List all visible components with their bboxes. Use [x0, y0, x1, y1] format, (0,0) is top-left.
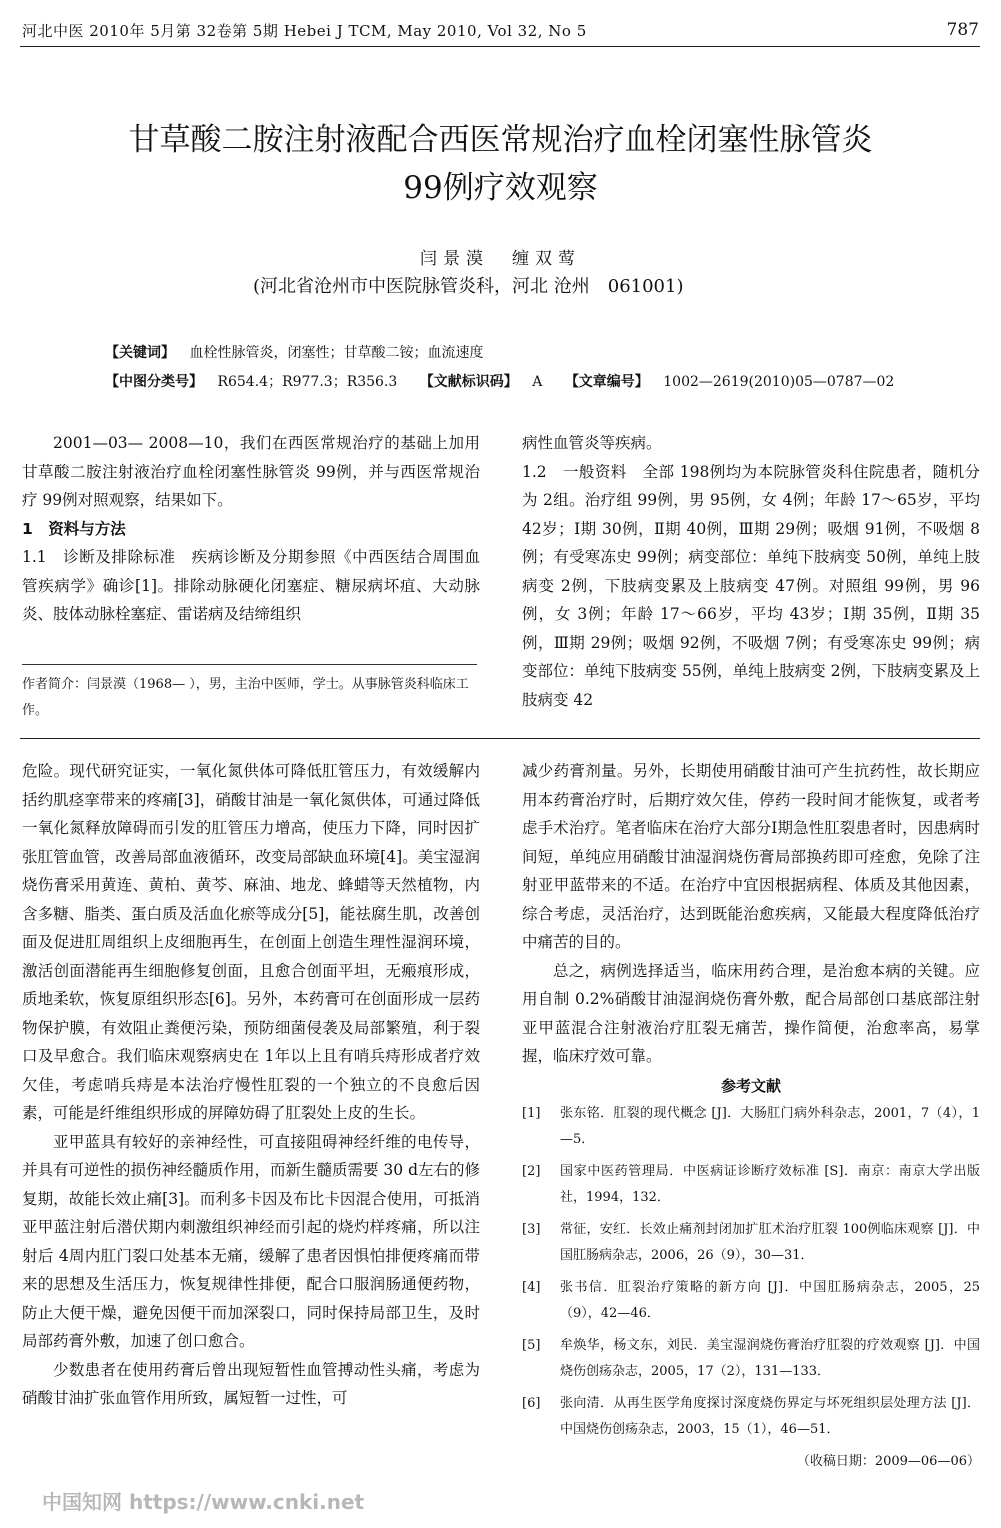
reference-item: [522, 1159, 980, 1211]
lower-left-column: [22, 757, 480, 1413]
reference-number: [4]: [522, 1279, 541, 1295]
discussion-paragraph-3: 少数患者在使用药膏后曾出现短暂性血管搏动性头痛，考虑为硝酸甘油扩张血管作用所致，属短暂一过性，可: [22, 1360, 480, 1407]
conclusion-paragraph: 总之，病例选择适当，临床用药合理，是治愈本病的关键。应用自制 0.2%硝酸甘油湿润烧伤膏外敷，配合局部创口基底部注射亚甲蓝混合注射液治疗肛裂无痛苦，操作简便，治愈率高，易掌握，临床疗效可靠。: [522, 961, 980, 1065]
reference-number: [2]: [522, 1163, 541, 1179]
affiliation: (河北省沧州市中医院脉管炎科，河北 沧州 061001): [253, 276, 684, 297]
article-no-label: 【文章编号】: [564, 374, 649, 390]
author-footnote: 作者简介：闫景漠（1968— ），男，主治中医师，学士。从事脉管炎科临床工作。: [22, 677, 469, 718]
doc-code-value: A: [532, 374, 543, 390]
received-date: （收稿日期：2009—06—06）: [796, 1453, 980, 1469]
section-heading-methods: 1 资料与方法: [22, 519, 126, 538]
diagnosis-paragraph: 1.1 诊断及排除标准 疾病诊断及分期参照《中西医结合周围血管疾病学》确诊[1]。排除动脉硬化闭塞症、糖尿病坏疽、大动脉炎、肢体动脉栓塞症、雷诺病及结缔组织: [22, 548, 480, 623]
keywords-text: 血栓性脉管炎，闭塞性；甘草酸二铵；血流速度: [189, 345, 484, 361]
clc-value: R654.4；R977.3；R356.3: [217, 374, 398, 390]
keywords: [105, 342, 483, 362]
clc-label: 【中图分类号】: [105, 374, 203, 390]
reference-item: [522, 1333, 980, 1385]
doc-code-label: 【文献标识码】: [419, 374, 518, 390]
upper-left-column: [22, 429, 480, 629]
classification: [105, 371, 894, 391]
page-split-rule: [20, 738, 980, 739]
lower-right-column: [522, 757, 980, 1475]
reference-text: 常征，安红．长效止痛剂封闭加扩肛术治疗肛裂 100例临床观察 [J]．中国肛肠病杂志，2006，26（9），30—31．: [560, 1221, 980, 1263]
reference-number: [5]: [522, 1337, 541, 1353]
reference-text: 国家中医药管理局．中医病证诊断疗效标准 [S]．南京：南京大学出版社，1994，132．: [560, 1163, 980, 1205]
running-header: 河北中医 2010年 5月第 32卷第 5期 Hebei J TCM, May 2010, Vol 32, No 5: [22, 22, 587, 40]
continued-paragraph: 病性血管炎等疾病。: [522, 434, 662, 452]
reference-text: 张向清．从再生医学角度探讨深度烧伤界定与坏死组织层处理方法 [J]．中国烧伤创疡杂志，2003，15（1），46—51．: [560, 1395, 980, 1437]
article-no-value: 1002—2619(2010)05—0787—02: [663, 374, 895, 390]
title-line-2: 99例疗效观察: [403, 170, 598, 206]
reference-item: [522, 1391, 980, 1443]
title-line-1: 甘草酸二胺注射液配合西医常规治疗血栓闭塞性脉管炎: [128, 122, 873, 158]
reference-number: [3]: [522, 1221, 541, 1237]
general-data-paragraph: 1.2 一般资料 全部 198例均为本院脉管炎科住院患者，随机分为 2组。治疗组 99例，男 95例，女 4例；年龄 17～65岁，平均 42岁；Ⅰ期 30例，Ⅱ期 40例，Ⅲ期 29例；吸烟 91例，不吸烟 8例；有受寒冻史 99例；病变部位：单纯下肢病变 50例，单纯上肢病变 2例，下肢病变累及上肢病变 47例。对照组 99例，男 96例，女 3例；年龄 17～66岁，平均 43岁；Ⅰ期 35例，Ⅱ期 35例，Ⅲ期 29例；吸烟 92例，不吸烟 7例；有受寒冻史 99例；病变部位：单纯下肢病变 55例，单纯上肢病变 2例，下肢病变累及上肢病变 42: [522, 462, 980, 709]
discussion-paragraph-2: 亚甲蓝具有较好的亲神经性，可直接阻碍神经纤维的电传导，并具有可逆性的损伤神经髓质作用，而新生髓质需要 30 d左右的修复期，故能长效止痛[3]。而利多卡因及布比卡因混合使用，可抵消亚甲蓝注射后潜伏期内刺激组织神经而引起的烧灼样疼痛，所以注射后 4周内肛门裂口处基本无痛，缓解了患者因惧怕排便疼痛而带来的思想及生活压力，恢复规律性排便，配合口服润肠通便药物，防止大便干燥，避免因便干而加深裂口，同时保持局部卫生，及时局部药膏外敷，加速了创口愈合。: [22, 1132, 481, 1350]
reference-item: [522, 1275, 980, 1327]
keywords-label: 【关键词】: [105, 345, 175, 361]
header-rule: [20, 46, 980, 47]
reference-number: [6]: [522, 1395, 541, 1411]
reference-list: [522, 1101, 980, 1443]
upper-right-column: [522, 429, 980, 714]
cnki-watermark: 中国知网 https://www.cnki.net: [42, 1490, 365, 1514]
authors: 闫景漠 缠双莺: [420, 249, 581, 269]
footnote-rule: [22, 664, 477, 665]
reference-item: [522, 1101, 980, 1153]
discussion-paragraph-1: 危险。现代研究证实，一氧化氮供体可降低肛管压力，有效缓解内括约肌痉挛带来的疼痛[3]，硝酸甘油是一氧化氮供体，可通过降低一氧化氮释放障碍而引发的肛管压力增高，使压力下降，同时因扩张肛管血管，改善局部血液循环，改变局部缺血环境[4]。美宝湿润烧伤膏采用黄连、黄柏、黄芩、麻油、地龙、蜂蜡等天然植物，内含多糖、脂类、蛋白质及活血化瘀等成分[5]，能祛腐生肌，改善创面及促进肛周组织上皮细胞再生，在创面上创造生理性湿润环境，激活创面潜能再生细胞修复创面，且愈合创面平坦，无瘢痕形成，质地柔软，恢复原组织形态[6]。另外，本药膏可在创面形成一层药物保护膜，有效阻止粪便污染，预防细菌侵袭及局部繁殖，利于裂口及早愈合。我们临床观察病史在 1年以上且有哨兵痔形成者疗效欠佳，考虑哨兵痔是本法治疗慢性肛裂的一个独立的不良愈后因素，可能是纤维组织形成的屏障妨碍了肛裂处上皮的生长。: [22, 762, 480, 1122]
reference-text: 牟焕华，杨文东，刘民．美宝湿润烧伤膏治疗肛裂的疗效观察 [J]．中国烧伤创疡杂志，2005，17（2），131—133．: [560, 1337, 980, 1379]
reference-number: [1]: [522, 1105, 541, 1121]
discussion-paragraph-4: 减少药膏剂量。另外，长期使用硝酸甘油可产生抗药性，故长期应用本药膏治疗时，后期疗效欠佳，停药一段时间才能恢复，或者考虑手术治疗。笔者临床在治疗大部分Ⅰ期急性肛裂患者时，因患病时间短，单纯应用硝酸甘油湿润烧伤膏局部换药即可痊愈，免除了注射亚甲蓝带来的不适。在治疗中宜因根据病程、体质及其他因素，综合考虑，灵活治疗，达到既能治愈疾病，又能最大程度降低治疗中痛苦的目的。: [522, 762, 980, 951]
references-heading: 参考文献: [720, 1076, 781, 1095]
article-title: [0, 116, 1001, 212]
reference-item: [522, 1217, 980, 1269]
reference-text: 张书信．肛裂治疗策略的新方向 [J]．中国肛肠病杂志，2005，25（9），42—46．: [560, 1279, 980, 1321]
page-number: 787: [946, 20, 979, 40]
intro-paragraph: 2001—03— 2008—10，我们在西医常规治疗的基础上加用甘草酸二胺注射液治疗血栓闭塞性脉管炎 99例，并与西医常规治疗 99例对照观察，结果如下。: [22, 434, 480, 509]
reference-text: 张东铭．肛裂的现代概念 [J]．大肠肛门病外科杂志，2001，7（4），1—5．: [560, 1105, 980, 1147]
